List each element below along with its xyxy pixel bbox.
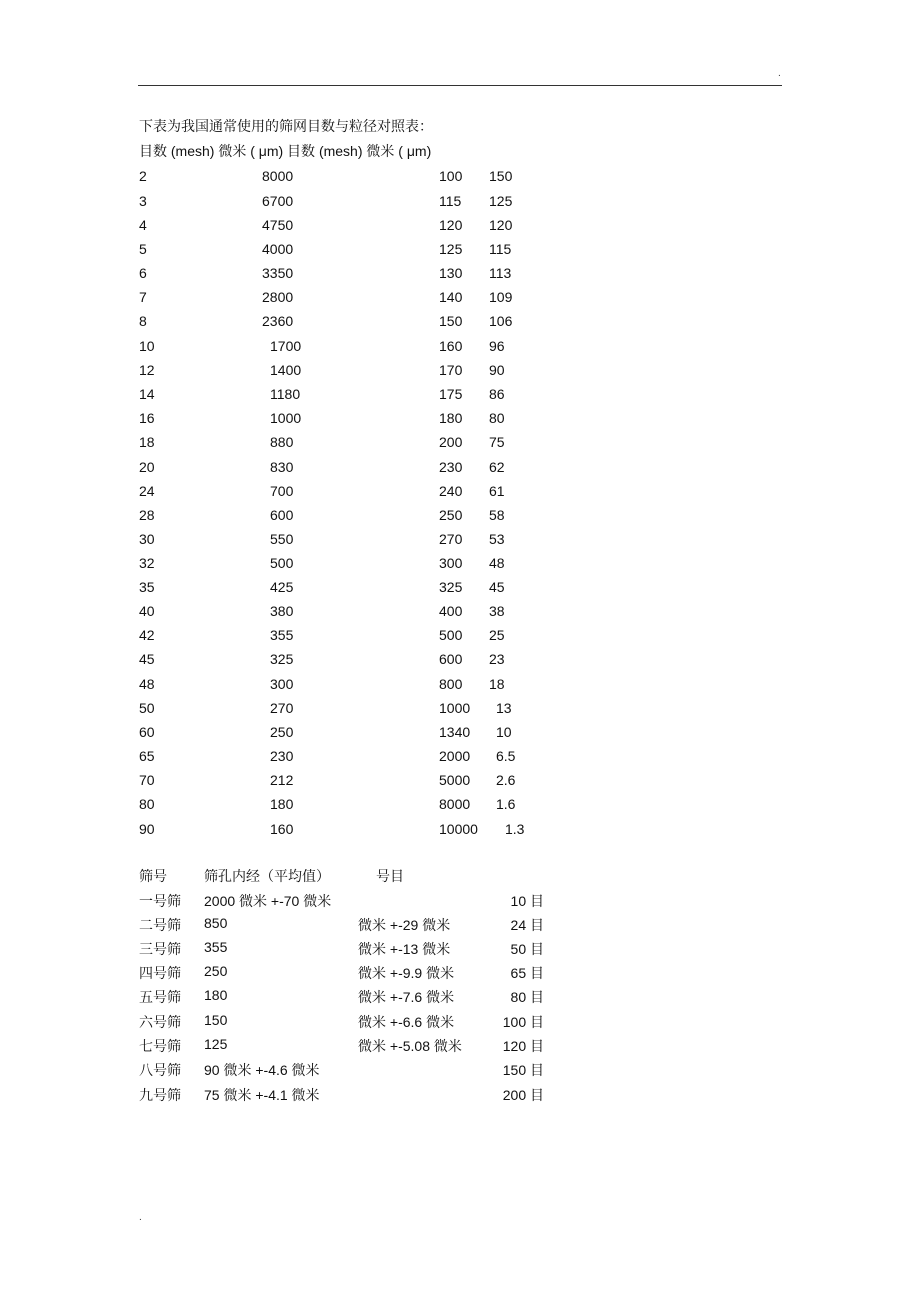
sieve-mesh: 80 目 [510,989,544,1005]
micron-value-right: 120 [489,217,513,233]
mesh-table-row [0,676,920,696]
mesh-table-row [0,507,920,527]
sieve-mesh: 24 目 [510,917,544,933]
sieve-aperture: 150 [204,1012,228,1028]
mesh-table-row [0,531,920,551]
mesh-value-right: 10000 [439,821,478,837]
mesh-value: 14 [139,386,155,402]
micron-value: 270 [270,700,294,716]
mesh-table-row [0,338,920,358]
micron-value-right: 1.3 [505,821,525,837]
mesh-value: 2 [139,168,147,184]
mesh-value-right: 1000 [439,700,471,716]
mesh-table-row [0,265,920,285]
mesh-value-right: 125 [439,241,463,257]
sieve-number: 三号筛 [139,941,181,957]
sieve-number: 四号筛 [139,965,181,981]
micron-value-right: 115 [489,241,512,257]
sieve-header-number: 筛号 [139,868,167,884]
micron-value-right: 23 [489,651,505,667]
mesh-table-row [0,193,920,213]
sieve-table-row [0,915,920,935]
sieve-tolerance: 微米 +-6.6 微米 [358,1014,455,1030]
micron-value: 6700 [262,193,294,209]
micron-value: 1400 [270,362,302,378]
micron-value: 1000 [270,410,302,426]
header-corner-mark: . [778,68,781,79]
sieve-number: 二号筛 [139,917,181,933]
sieve-table-row [0,1012,920,1032]
micron-value-right: 1.6 [496,796,516,812]
mesh-value-right: 200 [439,434,463,450]
micron-value-right: 150 [489,168,513,184]
micron-value: 1180 [270,386,301,402]
mesh-table-header: 目数 (mesh) 微米 ( μm) 目数 (mesh) 微米 ( μm) [139,143,432,159]
micron-value-right: 6.5 [496,748,516,764]
mesh-value-right: 160 [439,338,463,354]
mesh-value-right: 150 [439,313,463,329]
micron-value-right: 10 [496,724,512,740]
mesh-value: 65 [139,748,155,764]
micron-value: 212 [270,772,294,788]
mesh-table-row [0,241,920,261]
sieve-tolerance: 微米 +-9.9 微米 [358,965,455,981]
mesh-value: 60 [139,724,155,740]
mesh-table-row [0,821,920,841]
mesh-value: 30 [139,531,155,547]
micron-value: 830 [270,459,294,475]
mesh-value: 48 [139,676,155,692]
micron-value: 230 [270,748,294,764]
mesh-table-row [0,459,920,479]
mesh-value: 6 [139,265,147,281]
sieve-number: 六号筛 [139,1014,181,1030]
micron-value-right: 38 [489,603,505,619]
micron-value: 250 [270,724,294,740]
mesh-value-right: 600 [439,651,463,667]
micron-value: 3350 [262,265,294,281]
sieve-number: 八号筛 [139,1062,181,1078]
micron-value-right: 18 [489,676,505,692]
sieve-mesh: 150 目 [502,1062,544,1078]
micron-value: 4750 [262,217,294,233]
footer-mark: . [139,1212,142,1223]
sieve-table-row [0,891,920,911]
mesh-table-row [0,483,920,503]
mesh-value-right: 240 [439,483,463,499]
micron-value: 425 [270,579,294,595]
sieve-mesh: 65 目 [510,965,544,981]
mesh-value-right: 115 [439,193,462,209]
mesh-value-right: 270 [439,531,463,547]
sieve-table-row [0,963,920,983]
sieve-mesh: 100 目 [502,1014,544,1030]
micron-value: 500 [270,555,294,571]
mesh-value-right: 175 [439,386,463,402]
mesh-value-right: 140 [439,289,463,305]
mesh-value: 24 [139,483,155,499]
sieve-aperture: 2000 微米 +-70 微米 [204,893,332,909]
mesh-table-row [0,627,920,647]
mesh-value: 45 [139,651,155,667]
mesh-table-row [0,386,920,406]
micron-value: 700 [270,483,294,499]
sieve-aperture: 850 [204,915,228,931]
mesh-table-row [0,313,920,333]
intro-text: 下表为我国通常使用的筛网目数与粒径对照表： [139,118,433,134]
mesh-value: 42 [139,627,155,643]
micron-value-right: 125 [489,193,513,209]
mesh-table-row [0,603,920,623]
mesh-value: 50 [139,700,155,716]
micron-value-right: 96 [489,338,505,354]
sieve-header-mesh: 号目 [376,868,404,884]
micron-value-right: 61 [489,483,505,499]
micron-value-right: 25 [489,627,505,643]
mesh-value: 70 [139,772,155,788]
sieve-tolerance: 微米 +-13 微米 [358,941,451,957]
mesh-table-row [0,410,920,430]
sieve-tolerance: 微米 +-5.08 微米 [358,1038,462,1054]
sieve-table-row [0,939,920,959]
micron-value-right: 75 [489,434,505,450]
micron-value: 355 [270,627,294,643]
mesh-value: 35 [139,579,155,595]
sieve-number: 九号筛 [139,1087,181,1103]
sieve-mesh: 120 目 [502,1038,544,1054]
mesh-value: 90 [139,821,155,837]
mesh-table-row [0,362,920,382]
mesh-value-right: 120 [439,217,463,233]
mesh-value: 40 [139,603,155,619]
mesh-value-right: 400 [439,603,463,619]
mesh-value: 4 [139,217,147,233]
micron-value-right: 106 [489,313,513,329]
sieve-table-row [0,1036,920,1056]
micron-value-right: 13 [496,700,512,716]
mesh-value-right: 300 [439,555,463,571]
mesh-value-right: 130 [439,265,463,281]
mesh-value-right: 325 [439,579,463,595]
sieve-aperture: 180 [204,987,228,1003]
mesh-table-row [0,748,920,768]
sieve-mesh: 10 目 [510,893,544,909]
mesh-table-row [0,168,920,188]
sieve-table-row [0,1060,920,1080]
micron-value-right: 113 [489,265,512,281]
mesh-table-row [0,772,920,792]
micron-value: 880 [270,434,294,450]
sieve-aperture: 250 [204,963,228,979]
mesh-value: 10 [139,338,155,354]
mesh-value: 20 [139,459,155,475]
micron-value-right: 90 [489,362,505,378]
micron-value: 180 [270,796,294,812]
mesh-value: 5 [139,241,147,257]
micron-value: 2360 [262,313,294,329]
mesh-table-row [0,217,920,237]
sieve-aperture: 75 微米 +-4.1 微米 [204,1087,320,1103]
sieve-mesh: 50 目 [510,941,544,957]
micron-value-right: 109 [489,289,513,305]
mesh-value: 3 [139,193,147,209]
sieve-aperture: 90 微米 +-4.6 微米 [204,1062,320,1078]
mesh-table-row [0,796,920,816]
mesh-value: 12 [139,362,155,378]
sieve-header-aperture: 筛孔内经（平均值） [204,868,330,884]
micron-value: 300 [270,676,294,692]
mesh-table-row [0,700,920,720]
mesh-value: 80 [139,796,155,812]
mesh-value: 32 [139,555,155,571]
mesh-table-row [0,434,920,454]
mesh-value-right: 180 [439,410,463,426]
sieve-tolerance: 微米 +-7.6 微米 [358,989,455,1005]
sieve-tolerance: 微米 +-29 微米 [358,917,451,933]
mesh-value: 16 [139,410,155,426]
micron-value: 4000 [262,241,294,257]
micron-value-right: 80 [489,410,505,426]
mesh-table-row [0,724,920,744]
mesh-value-right: 8000 [439,796,471,812]
micron-value: 2800 [262,289,294,305]
mesh-value: 28 [139,507,155,523]
mesh-value-right: 230 [439,459,463,475]
micron-value-right: 45 [489,579,505,595]
sieve-mesh: 200 目 [502,1087,544,1103]
mesh-value-right: 100 [439,168,463,184]
micron-value-right: 2.6 [496,772,516,788]
micron-value: 380 [270,603,294,619]
mesh-value: 18 [139,434,155,450]
sieve-table-row [0,1085,920,1105]
header-rule [138,85,782,86]
sieve-aperture: 125 [204,1036,228,1052]
mesh-value-right: 800 [439,676,463,692]
micron-value-right: 86 [489,386,505,402]
micron-value-right: 62 [489,459,505,475]
micron-value: 160 [270,821,294,837]
sieve-table-row [0,987,920,1007]
mesh-table-row [0,579,920,599]
sieve-number: 七号筛 [139,1038,181,1054]
mesh-table-row [0,651,920,671]
mesh-value-right: 170 [439,362,463,378]
micron-value-right: 58 [489,507,505,523]
mesh-table-row [0,555,920,575]
micron-value: 1700 [270,338,302,354]
micron-value: 550 [270,531,294,547]
micron-value: 600 [270,507,294,523]
mesh-table-row [0,289,920,309]
mesh-value-right: 500 [439,627,463,643]
micron-value: 8000 [262,168,294,184]
mesh-value: 7 [139,289,147,305]
sieve-number: 五号筛 [139,989,181,1005]
mesh-value-right: 250 [439,507,463,523]
mesh-value-right: 1340 [439,724,471,740]
sieve-aperture: 355 [204,939,228,955]
sieve-table-header-row [0,866,920,886]
mesh-value: 8 [139,313,147,329]
mesh-value-right: 5000 [439,772,471,788]
mesh-value-right: 2000 [439,748,471,764]
sieve-number: 一号筛 [139,893,181,909]
micron-value: 325 [270,651,294,667]
micron-value-right: 48 [489,555,505,571]
micron-value-right: 53 [489,531,505,547]
